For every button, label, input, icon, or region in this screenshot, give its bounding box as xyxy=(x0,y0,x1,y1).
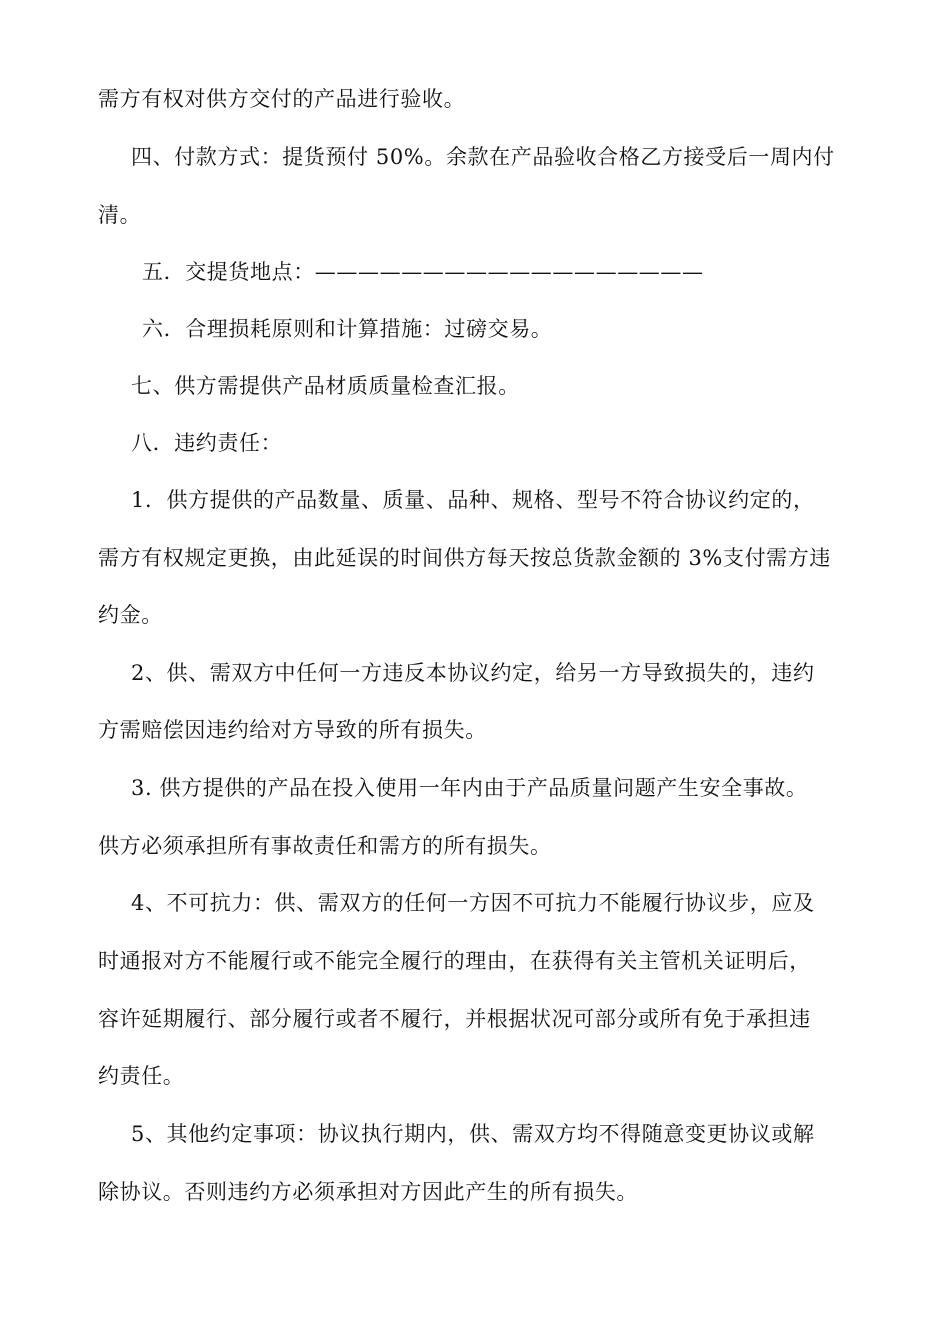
text-line: 约责任。 xyxy=(98,1064,185,1088)
text-line: 清。 xyxy=(98,203,142,227)
text-line: 七、供方需提供产品材质质量检查汇报。 xyxy=(131,374,520,398)
text-line: 时通报对方不能履行或不能完全履行的理由，在获得有关主管机关证明后， xyxy=(98,949,811,973)
text-line: 方需赔偿因违约给对方导致的所有损失。 xyxy=(98,718,487,742)
text-line: 五．交提货地点：—————————————————— xyxy=(142,260,704,284)
text-line: 4、不可抗力：供、需双方的任何一方因不可抗力不能履行协议步，应及 xyxy=(131,891,815,915)
text-line: 六．合理损耗原则和计算措施：过磅交易。 xyxy=(142,317,553,341)
text-line: 约金。 xyxy=(98,603,163,627)
text-line: 四、付款方式：提货预付 50%。余款在产品验收合格乙方接受后一周内付 xyxy=(131,145,835,169)
text-line: 2、供、需双方中任何一方违反本协议约定，给另一方导致损失的，违约 xyxy=(131,661,815,685)
text-line: 需方有权对供方交付的产品进行验收。 xyxy=(98,87,466,111)
text-line: 供方必须承担所有事故责任和需方的所有损失。 xyxy=(98,834,552,858)
text-line: 3. 供方提供的产品在投入使用一年内由于产品质量问题产生安全事故。 xyxy=(131,776,808,800)
text-line: 除协议。否则违约方必须承担对方因此产生的所有损失。 xyxy=(98,1180,638,1204)
text-line: 容许延期履行、部分履行或者不履行，并根据状况可部分或所有免于承担违 xyxy=(98,1007,811,1031)
text-line: 5、其他约定事项：协议执行期内，供、需双方均不得随意变更协议或解 xyxy=(131,1122,815,1146)
text-line: 八．违约责任： xyxy=(131,431,283,455)
text-line: 1．供方提供的产品数量、质量、品种、规格、型号不符合协议约定的， xyxy=(131,488,815,512)
text-line: 需方有权规定更换，由此延误的时间供方每天按总货款金额的 3%支付需方违 xyxy=(98,546,831,570)
